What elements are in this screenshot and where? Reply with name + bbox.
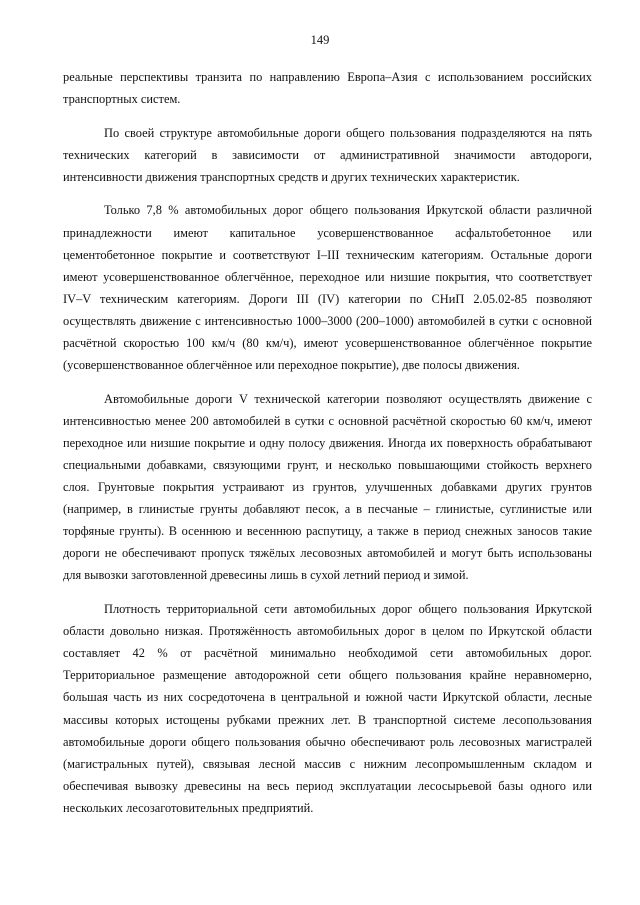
paragraph-category-v-roads: Автомобильные дороги V технической категории позволяют осуществлять движение с интенсивностью менее 200 автомобилей в сутки с основной расчётной скоростью 60 км/ч, имеют переходное или низшие покрытие и одну полосу движения. Иногда их поверхность обрабатывают специальными добавками, связующими грунт, и несколько повышающими стойкость верхнего слоя. Грунтовые покрытия устраивают из грунтов, улучшенных добавками других грунтов (например, в глинистые грунты добавляют песок, а в песчаные – глинистые, суглинистые или торфяные грунты). В осеннюю и весеннюю распутицу, а также в период снежных заносов такие дороги не обеспечивают пропуск тяжёлых лесовозных автомобилей и могут быть использованы для вывозки заготовленной древесины лишь в сухой летний период и зимой. [63, 391, 592, 583]
paragraph-road-coverage: Только 7,8 % автомобильных дорог общего пользования Иркутской области различной принадлежности имеют капитальное усовершенствованное асфальтобетонное или цементобетонное покрытие и соответствуют I–III техническим категориям. Остальные дороги имеют усовершенствованное облегчённое, переходное или низшие покрытия, что соответствует IV–V техническим категориям. Дороги III (IV) категории по СНиП 2.05.02-85 позволяют осуществлять движение с интенсивностью 1000–3000 (200–1000) автомобилей в сутки с основной расчётной скоростью 100 км/ч (80 км/ч), имеют усовершенствованное облегчённое покрытие (усовершенствованное облегчённое или переходное покрытие), две полосы движения. [63, 203, 592, 373]
paragraph-road-categories: По своей структуре автомобильные дороги общего пользования подразделяются на пять технических категорий в зависимости от административной значимости автодороги, интенсивности движения транспортных средств и других технических характеристик. [63, 125, 592, 184]
paragraph-network-density: Плотность территориальной сети автомобильных дорог общего пользования Иркутской области довольно низкая. Протяжённость автомобильных дорог в целом по Иркутской области составляет 42 % от расчётной минимально необходимой сети автомобильных дорог. Территориальное размещение автодорожной сети общего пользования крайне неравномерно, большая часть из них сосредоточена в центральной и южной части Иркутской области, лесные массивы которых истощены рубками прежних лет. В транспортной системе лесопользования автомобильные дороги общего пользования обычно обеспечивают роль лесовозных магистралей (магистральных путей), связывая лесной массив с нижним лесопромышленным складом и обеспечивая вывозку древесины на весь период эксплуатации лесосырьевой базы одного или нескольких лесозаготовительных предприятий. [63, 602, 592, 815]
body-text [63, 66, 592, 831]
paragraph-continued: реальные перспективы транзита по направлению Европа–Азия с использованием российских транспортных систем. [63, 70, 592, 107]
page-number: 149 [310, 33, 330, 47]
